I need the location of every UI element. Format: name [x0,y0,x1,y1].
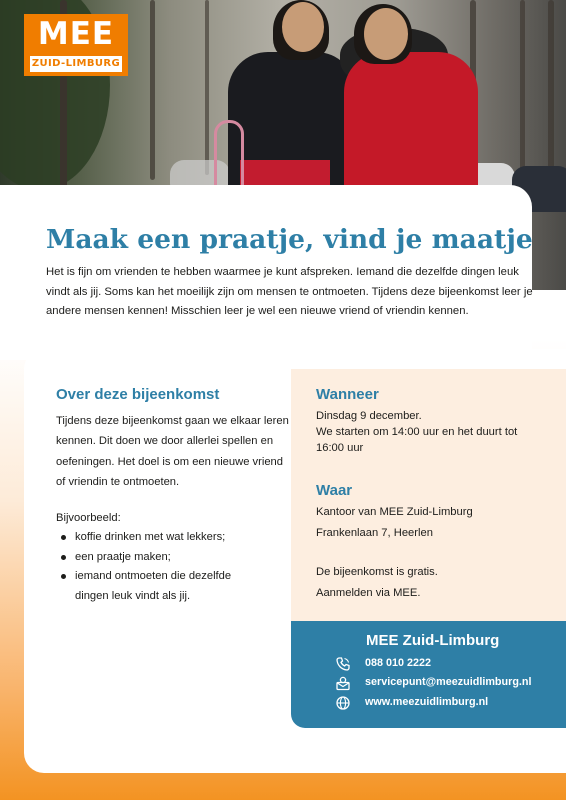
where-place: Kantoor van MEE Zuid-Limburg [316,506,473,518]
about-heading: Over deze bijeenkomst [56,386,220,403]
contact-title: MEE Zuid-Limburg [366,632,500,649]
website-url: www.meezuidlimburg.nl [365,696,489,708]
free-note: De bijeenkomst is gratis. [316,566,438,578]
where-address: Frankenlaan 7, Heerlen [316,526,433,539]
example-text: iemand ontmoeten die dezelfde dingen leuk vindt als jij. [75,570,232,602]
logo-name: MEE [37,16,115,52]
email-address: servicepunt@meezuidlimburg.nl [365,676,532,688]
contact-email[interactable] [335,674,560,692]
example-text: koffie drinken met wat lekkers; [75,531,226,544]
where-heading: Waar [316,482,353,499]
when-time: We starten om 14:00 uur en het duurt tot 16:00 uur [316,426,518,455]
phone-number: 088 010 2222 [365,657,432,669]
bullet-icon [61,535,66,540]
bullet-icon [61,555,66,560]
bullet-icon [61,574,66,579]
contact-block [291,621,566,728]
logo-region: ZUID-LIMBURG [30,56,122,72]
about-text: Tijdens deze bijeenkomst gaan we elkaar leren kennen. Dit doen we door allerlei spellen en oefeningen. Het doel is om een nieuwe vriend of vriendin te ontmoeten. [56,415,289,488]
list-item [56,528,292,548]
globe-icon [335,695,351,711]
mee-logo [24,14,128,76]
when-date: Dinsdag 9 december. [316,410,422,422]
phone-icon [335,656,351,672]
example-text: een praatje maken; [75,550,171,563]
contact-website[interactable] [335,694,560,712]
examples-list [56,528,292,606]
about-section [56,386,292,606]
when-section [316,386,552,457]
email-icon [335,675,351,691]
note-section [316,562,552,603]
when-heading: Wanneer [316,386,379,403]
intro-paragraph: Het is fijn om vrienden te hebben waarmee je kunt afspreken. Iemand die dezelfde dingen leuk vindt als jij. Soms kan het moeilijk zijn om mensen te ontmoeten. Tijdens deze bijeenkomst leer je andere mensen kennen! Misschien leer je wel een nieuwe vriend of vriendin kennen. [46,266,533,317]
list-item [56,548,292,568]
examples-label: Bijvoorbeeld: [56,512,121,525]
contact-phone[interactable] [335,655,560,673]
register-note: Aanmelden via MEE. [316,586,421,599]
page-title: Maak een praatje, vind je maatje [46,224,533,255]
list-item [56,567,256,606]
where-section [316,482,552,543]
